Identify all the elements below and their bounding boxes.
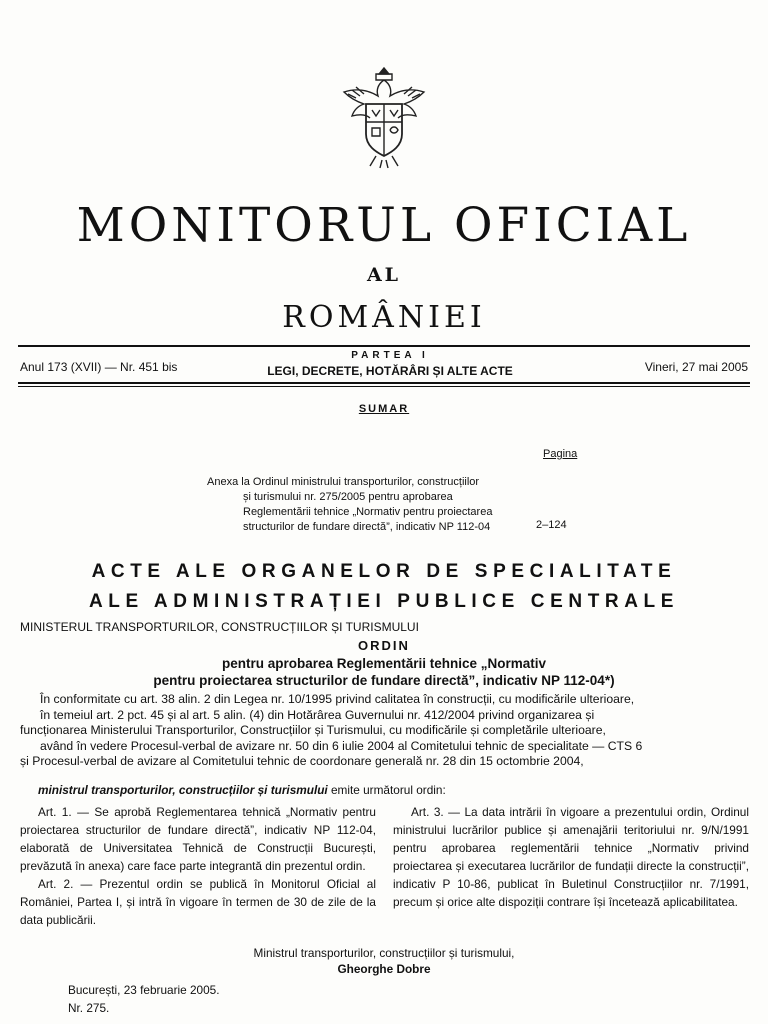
gazette-title: MONITORUL OFICIAL <box>76 198 692 253</box>
articles-right-column <box>393 803 749 911</box>
preamble-line: având în vedere Procesul-verbal de avizare nr. 50 din 6 iulie 2004 al Comitetului tehnic de specialitate — CTS 6 <box>40 738 643 753</box>
emitter-clause <box>38 783 446 797</box>
romanian-coat-of-arms <box>338 60 430 170</box>
article-3: Art. 3. — La data intrării în vigoare a prezentului ordin, Ordinul ministrului lucrărilor publice și amenajării teritoriului nr. 9/N/1991 pentru aprobarea reglementării tehnice „Normativ privind proiectarea și executarea lucrărilor de fundații directe la construcții”, indicativ P 10-86, publicat în Buletinul Construcțiilor nr. 7/1991, precum și orice alte dispoziții contrare își încetează aplicabilitatea. <box>393 805 749 909</box>
preamble-line: în temeiul art. 2 pct. 45 și al art. 5 alin. (4) din Hotărârea Guvernului nr. 412/2004 privind organizarea și <box>40 707 595 722</box>
order-title-line2: pentru proiectarea structurilor de fundare directă”, indicativ NP 112-04*) <box>153 673 615 688</box>
summary-entry-page: 2–124 <box>536 519 567 531</box>
preamble-line: funcționarea Ministerului Transporturilor, Construcțiilor și Turismului, cu modificările și completările ulterioare, <box>20 723 606 737</box>
article-2: Art. 2. — Prezentul ordin se publică în Monitorul Oficial al României, Partea I, și intră în vigoare în termen de 30 de zile de la data publicării. <box>20 877 376 927</box>
section-title-line1: ACTE ALE ORGANELOR DE SPECIALITATE <box>91 561 677 582</box>
order-label: ORDIN <box>358 638 410 653</box>
header-top-rule <box>18 345 750 347</box>
summary-page-label: Pagina <box>543 448 578 460</box>
emitter-subject: ministrul transporturilor, construcțiilor și turismului <box>38 783 328 797</box>
issue-date: Vineri, 27 mai 2005 <box>644 360 748 374</box>
emitter-verb: emite următorul ordin: <box>327 783 446 797</box>
issue-part-label: PARTEA I <box>351 350 429 361</box>
preamble-line: În conformitate cu art. 38 alin. 2 din Legea nr. 10/1995 privind calitatea în construcții, cu modificările ulterioare, <box>40 692 635 706</box>
summary-entry-line: Reglementării tehnice „Normativ pentru proiectarea <box>243 506 493 518</box>
order-number: Nr. 275. <box>68 1001 110 1015</box>
order-title-line1: pentru aprobarea Reglementării tehnice „Normativ <box>221 656 547 671</box>
issue-part <box>200 350 580 378</box>
summary-entry-line: structurilor de fundare directă”, indicativ NP 112-04 <box>243 521 491 533</box>
gazette-title-al: AL <box>366 264 402 286</box>
articles-left-column <box>20 803 376 929</box>
header-bottom-rule <box>18 382 750 384</box>
issue-part-subtitle: LEGI, DECRETE, HOTĂRÂRI ȘI ALTE ACTE <box>267 364 513 378</box>
summary-entry-line: și turismului nr. 275/2005 pentru aprobarea <box>243 491 453 503</box>
order-title <box>0 655 768 689</box>
summary-heading: SUMAR <box>358 403 410 415</box>
gazette-title-country: ROMÂNIEI <box>282 300 486 335</box>
summary-entry-line: Anexa la Ordinul ministrului transporturilor, construcțiilor <box>207 476 480 488</box>
preamble-line: și Procesul-verbal de avizare al Comitetului tehnic de coordonare generală nr. 28 din 15 octombrie 2004, <box>20 754 584 768</box>
signer-name: Gheorghe Dobre <box>337 962 431 976</box>
signer-role: Ministrul transporturilor, construcțiilor și turismului, <box>253 946 515 960</box>
section-title-line2: ALE ADMINISTRAȚIEI PUBLICE CENTRALE <box>88 591 680 612</box>
article-1: Art. 1. — Se aprobă Reglementarea tehnică „Normativ pentru proiectarea structurilor de fundare directă”, indicativ NP 112-04, elaborată de Universitatea Tehnică de Construcții București, prevăzută în anexa) care face parte integrantă din prezentul ordin. <box>20 805 376 873</box>
issuing-ministry: MINISTERUL TRANSPORTURILOR, CONSTRUCȚIILOR ȘI TURISMULUI <box>20 620 419 634</box>
issue-number: Anul 173 (XVII) — Nr. 451 bis <box>20 360 178 374</box>
summary-entry <box>207 475 537 535</box>
header-bottom-rule-thin <box>18 386 750 387</box>
place-and-date: București, 23 februarie 2005. <box>68 983 220 997</box>
order-preamble <box>20 692 750 770</box>
